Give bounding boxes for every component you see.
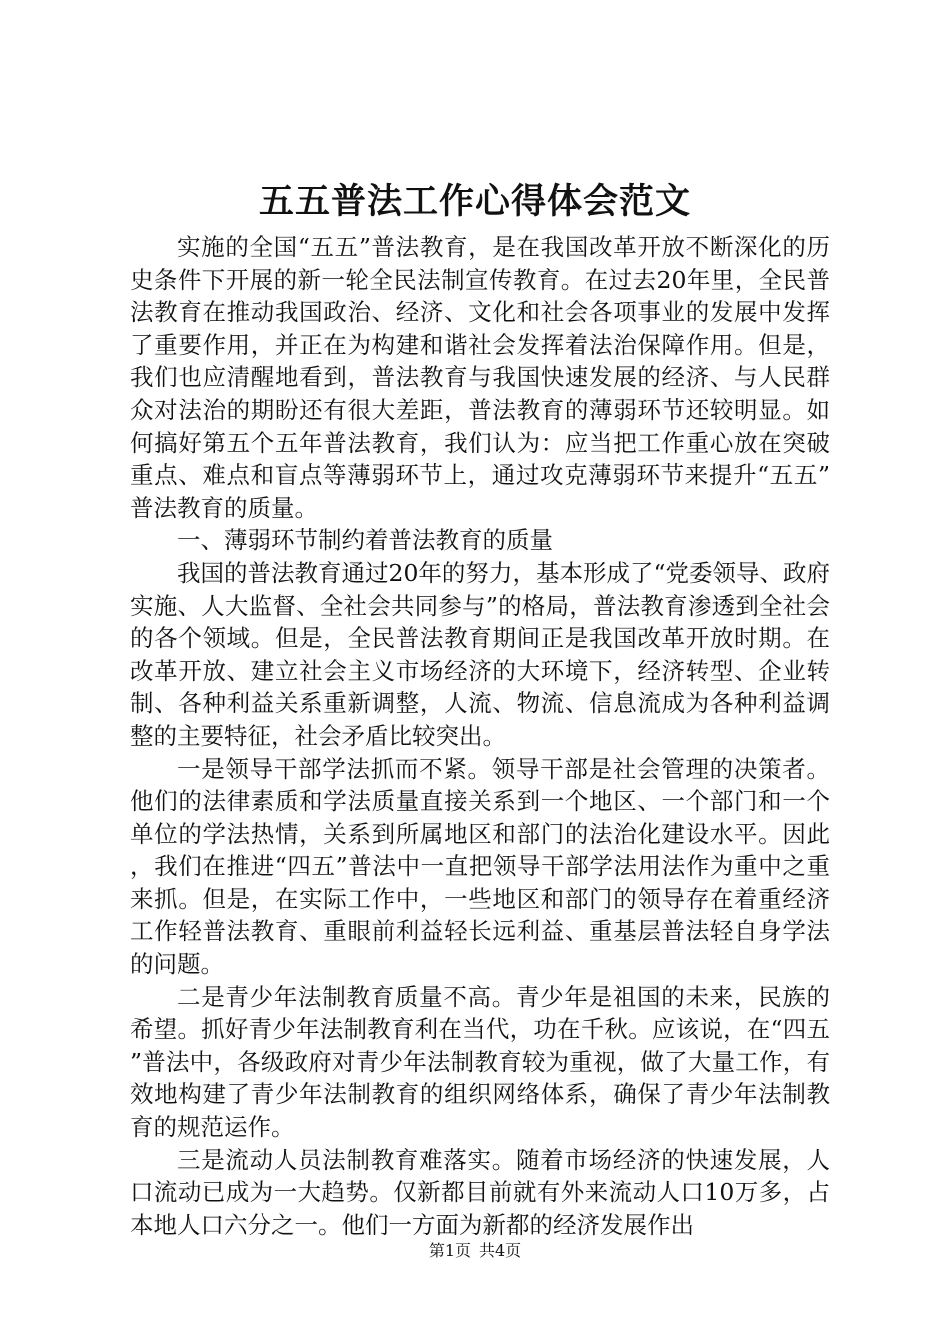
document-title: 五五普法工作心得体会范文 bbox=[258, 181, 691, 222]
document-body bbox=[130, 231, 830, 1241]
section-heading: 一、薄弱环节制约着普法教育的质量 bbox=[177, 526, 553, 555]
paragraph-point-one: 一是领导干部学法抓而不紧。领导干部是社会管理的决策者。他们的法律素质和学法质量直接关系到一个地区、一个部门和一个单位的学法热情，关系到所属地区和部门的法治化建设水平。因此，我们在推进“四五”普法中一直把领导干部学法用法作为重中之重来抓。但是，在实际工作中，一些地区和部门的领导存在着重经济工作轻普法教育、重眼前利益轻长远利益、重基层普法轻自身学法的问题。 bbox=[130, 754, 830, 979]
page-number: 第1页 bbox=[428, 1241, 471, 1260]
paragraph-point-three: 三是流动人员法制教育难落实。随着市场经济的快速发展，人口流动已成为一大趋势。仅新都目前就有外来流动人口10万多，占本地人口六分之一。他们一方面为新都的经济发展作出 bbox=[130, 1145, 830, 1239]
page-footer bbox=[0, 1240, 950, 1262]
paragraph-intro: 实施的全国“五五”普法教育，是在我国改革开放不断深化的历史条件下开展的新一轮全民法制宣传教育。在过去20年里，全民普法教育在推动我国政治、经济、文化和社会各项事业的发展中发挥了重要作用，并正在为构建和谐社会发挥着法治保障作用。但是，我们也应清醒地看到，普法教育与我国快速发展的经济、与人民群众对法治的期盼还有很大差距，普法教育的薄弱环节还较明显。如何搞好第五个五年普法教育，我们认为：应当把工作重心放在突破重点、难点和盲点等薄弱环节上，通过攻克薄弱环节来提升“五五”普法教育的质量。 bbox=[130, 233, 830, 522]
page-total: 共4页 bbox=[479, 1241, 522, 1260]
paragraph-point-two: 二是青少年法制教育质量不高。青少年是祖国的未来，民族的希望。抓好青少年法制教育利在当代，功在千秋。应该说，在“四五”普法中，各级政府对青少年法制教育较为重视，做了大量工作，有效地构建了青少年法制教育的组织网络体系，确保了青少年法制教育的规范运作。 bbox=[130, 982, 830, 1142]
paragraph-background: 我国的普法教育通过20年的努力，基本形成了“党委领导、政府实施、人大监督、全社会共同参与”的格局，普法教育渗透到全社会的各个领域。但是，全民普法教育期间正是我国改革开放时期。在改革开放、建立社会主义市场经济的大环境下，经济转型、企业转制、各种利益关系重新调整，人流、物流、信息流成为各种利益调整的主要特征，社会矛盾比较突出。 bbox=[130, 558, 830, 750]
